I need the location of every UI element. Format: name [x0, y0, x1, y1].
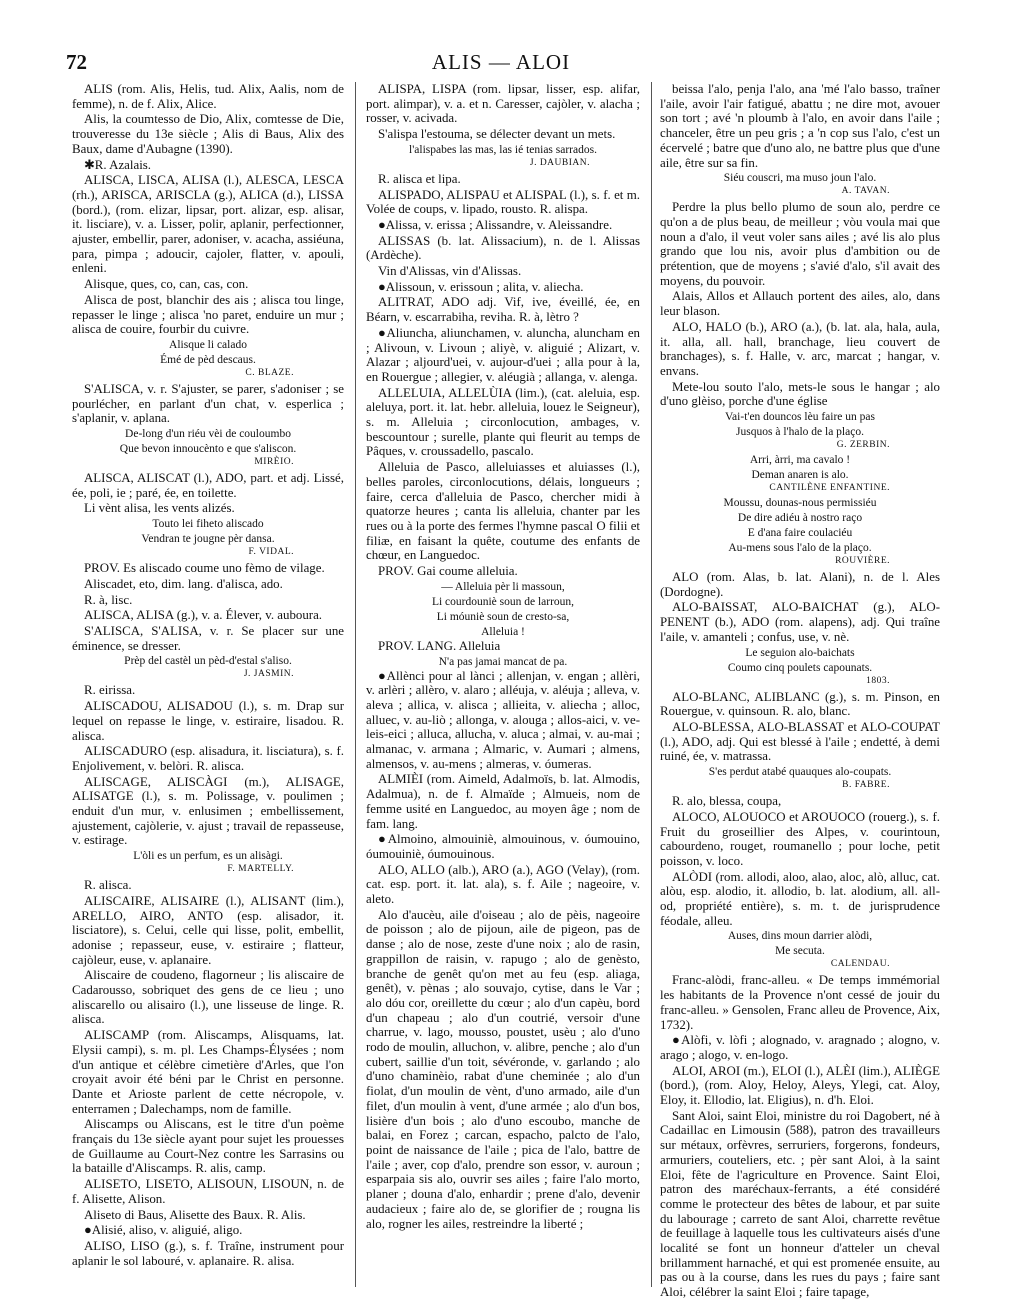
verse-line: Auses, dins moun darrier alòdi,	[727, 930, 873, 943]
dictionary-entry: ALISPADO, ALISPAU et ALISPAL (l.), s. f. et m. Volée de coups, v. lipado, rousto. R. alispa.	[366, 187, 640, 217]
dictionary-entry: Alleluia de Pasco, alleluiasses et aluiasses (l.), belles paroles, circonlocutions, délais, longueurs ; faire, cerca d'alleluia de Pasco, chercher midi à quatorze heures ; canta lis alleluia, chanter par les rues ou à la porte des fermes l'hymne pascal O filii et filiæ, en faisant la quête, coutume des enfants de chœur, en Languedoc.	[366, 460, 641, 563]
dictionary-entry: ALISCAGE, ALISCÀGI (m.), ALISAGE, ALISATGE (l.), s. m. Polissage, v. poulimen ; enduit d'un mur, v. enlusimen ; embellissement, ajustement, cajòlerie, v. ajust ; travail de repasseuse, v. estirage.	[72, 774, 344, 848]
dictionary-entry: ALISCADOU, ALISADOU (l.), s. m. Drap sur lequel on repasse le linge, v. estiraire, lisadou. R. alisca.	[72, 699, 344, 743]
dictionary-entry: ALO, ALLO (alb.), ARO (a.), AGO (Velay), (rom. cat. esp. port. it. lat. ala), s. f. Aile ; nageoire, v. aleto.	[366, 862, 640, 907]
dictionary-entry: ALISSAS (b. lat. Alissacium), n. de l. Alissas (Ardèche).	[366, 233, 640, 263]
column-divider	[355, 82, 356, 1287]
dictionary-entry: ●Alisié, aliso, v. aliguié, aligo.	[84, 1223, 243, 1238]
dictionary-entry: ●Almoino, almouiniè, almouinous, v. óumouino, óumouiniè, óumouinous.	[366, 832, 640, 861]
dictionary-entry: ALLELUIA, ALLELÙIA (lim.), (cat. aleluia, esp. aleluya, port. it. lat. hebr. alleluia, louez le Seigneur), s. m. Alleluia ; circonlocution, ambages, v. bescountour ; surelle, plante qui fleurit au temps de Pâques, v. croussadello, pascalo.	[366, 385, 640, 459]
dictionary-entry: beissa l'alo, penja l'alo, ana 'mé l'alo basso, traîner l'aile, avoir l'air fatigué, abattu ; ne dire mot, avouer son tort ; avé 'n ploumb à l'alo, en avoir dans l'aile ; chanceler, être un peu gris ; a 'n cop sus l'alo, c'est un écervelé ; batre que d'uno alo, ne battre plus que d'une aile, être sur sa fin.	[660, 82, 940, 170]
verse-line: Que bevon innoucènto e que s'aliscon.	[119, 443, 297, 456]
verse-line: S'es perdut atabé quauques alo-coupats.	[708, 766, 892, 779]
dictionary-entry: ALÒDI (rom. allodi, aloo, alao, aloc, alò, alluc, cat. alòu, esp. alodio, it. allodio, b. lat. alodium, all. all-od, propriété entière), s. m. t. de jurisprudence féodale, alleu.	[660, 869, 940, 928]
dictionary-entry: Li vènt alisa, les vents alizés.	[84, 501, 235, 516]
dictionary-entry: ALISCAMP (rom. Aliscamps, Alisquams, lat. Elysii campi), s. m. pl. Les Champs-Élysées ; nom d'un antique et célèbre cimetière d'Arles, que l'on croyait avoir été béni par le Christ en personne. Dante et Arioste parlent de cette nécropole, v. enterramen ; Dalechamps, nom de famille.	[72, 1028, 344, 1116]
dictionary-entry: ALISCA, LISCA, ALISA (l.), ALESCA, LESCA (rh.), ARISCA, ARISCLA (g.), ALICA (d.), LISSA (bord.), (rom. elizar, lipsar, port. alizar, esp. alisar, it. lisciare), v. a. Lisser, polir, aplanir, perfectionner, ajuster, embellir, parer, adoniser, v. acacha, assiéuna, para, pimpa ; adoucir, cajoler, flatter, v. apouli, enleni.	[72, 173, 344, 276]
verse-line: Au-mens sous l'alo de la plaço.	[728, 542, 872, 555]
verse-line: Prèp del castèl un pèd-d'estal s'aliso.	[124, 655, 292, 668]
dictionary-entry: ALISPA, LISPA (rom. lipsar, lisser, esp. alifar, port. alimpar), v. a. et n. Caresser, cajòler, v. alacha ; rosser, v. acivada.	[366, 82, 640, 126]
citation-author: G. ZERBIN.	[836, 440, 890, 451]
dictionary-entry: ALISCADURO (esp. alisadura, it. lisciatura), s. f. Enjolivement, v. belòri. R. alisca.	[72, 744, 344, 773]
running-head: ALIS — ALOI	[431, 50, 571, 74]
citation-author: F. MARTELLY.	[227, 864, 294, 875]
dictionary-entry: ALO-BLESSA, ALO-BLASSAT et ALO-COUPAT (l.), ADO, adj. Qui est blessé à l'aile ; endetté, à demi ruiné, ée, v. matrassa.	[660, 719, 940, 764]
verse-line: L'òli es un perfum, es un alisàgi.	[133, 850, 283, 863]
verse-line: N'a pas jamai mancat de pa.	[438, 655, 568, 668]
dictionary-entry: ALO (rom. Alas, b. lat. Alani), n. de l. Ales (Dordogne).	[660, 570, 940, 599]
citation-author: CALENDAU.	[830, 959, 890, 970]
column-middle	[366, 82, 640, 1287]
dictionary-entry: S'alispa l'estouma, se délecter devant un mets.	[378, 127, 616, 142]
dictionary-entry: ALO-BLANC, ALIBLANC (g.), s. m. Pinson, en Rouergue, v. quinsoun. R. alo, blanc.	[660, 689, 940, 719]
verse-line: Vai-t'en douncos lèu faire un pas	[725, 411, 875, 424]
dictionary-entry: Alo d'aucèu, aile d'oiseau ; alo de pèis, nageoire de poisson ; alo de pijoun, aile de pigeon, pas de danse ; alo de nose, zeste d'une noix ; alo de rasin, grappillon de raisin, v. rapugo ; alo de genèsto, branche de genêt qu'on met au feu (esp. aliaga, genêt), v. pènas ; alo souvajo, cytise, dans le Var ; alo dóu cor, oreillette du cœur ; alo d'un capèu, bord d'un chapeau ; alo d'un coutrié, versoir d'une charrue, v. lago, mousso, poustet, usèu ; alo d'uno rodo de moulin, alluchon, v. alibre, penche ; alo d'un cubert, saillie d'un toit, sévéronde, v. garlando ; alo d'uno chaminèio, rabat d'une cheminée ; alo d'un fiolat, d'un moulin de vènt, d'uno armado, aile d'un filet, d'un moulin à vent, d'une armée ; alo d'un bos, lisière d'un bois ; alo d'uno escoubo, manche de balai, en Forez ; carcan, espacho, palcto de l'alo, point de naissance de l'aile ; pica de l'alo, battre de l'aile ; aver, cop d'alo, prendre son essor, v. auroun ; esparpaia sis alo, ouvrir ses ailes ; faire l'alo morto, planer ; douna d'alo, enhardir ; prene d'alo, devenir audacieux ; faire alo de, se glorifier de ; rougna lis alo, rogner les ailes, restreindre la liberté ;	[366, 907, 640, 1231]
dictionary-entry: ●Alòfi, v. lòfi ; alognado, v. aragnado ; alogno, v. arago ; alogo, v. en-logo.	[660, 1033, 940, 1062]
dictionary-entry: ALMIÈI (rom. Aimeld, Adalmoïs, b. lat. Almodis, Adalmua), n. de f. Almaïde ; Almueis, nom de femme usité en Languedoc, au moyen âge ; nom de fam. lang.	[366, 772, 640, 831]
dictionary-entry: R. alisca.	[84, 878, 132, 893]
dictionary-entry: ALOI, AROI (m.), ELOI (l.), ALÈI (lim.), ALIÈGE (bord.), (rom. Aloy, Heloy, Aleys, Ylegi, cat. Aloy, Eloy, it. Ellodio, lat. Eligius), n. d'h. Eloi.	[660, 1063, 940, 1108]
citation-author: 1803.	[866, 675, 890, 686]
citation-author: C. BLAZE.	[245, 367, 294, 378]
column-right	[660, 82, 940, 1300]
dictionary-entry: S'ALISCA, v. r. S'ajuster, se parer, s'adoniser ; se pourlécher, en parlant d'un chat, v. esperlica ; s'aplanir, v. aplana.	[72, 381, 344, 426]
dictionary-entry: R. eirissa.	[84, 683, 136, 698]
dictionary-entry: Aliscadet, eto, dim. lang. d'alisca, ado.	[84, 576, 283, 591]
dictionary-entry: ●Alissa, v. erissa ; Alissandre, v. Aleissandre.	[378, 217, 613, 232]
verse-line: l'alispabes las mas, las ié tenias sarrados.	[409, 143, 597, 156]
dictionary-entry: R. alisca et lipa.	[378, 171, 461, 186]
citation-author: A. TAVAN.	[841, 186, 890, 197]
dictionary-entry: ALO-BAISSAT, ALO-BAICHAT (g.), ALO-PENENT (b.), ADO (rom. alapens), adj. Qui traîne l'aile, v. amanteli ; confus, use, v. nè.	[660, 600, 940, 644]
dictionary-entry: Aliscamps ou Aliscans, est le titre d'un poème français du 13e siècle ayant pour sujet les prouesses de Guillaume au Court-Nez contre les Sarrasins ou la bataille d'Aliscamps. R. alis, camp.	[72, 1117, 344, 1176]
dictionary-entry: PROV. Es aliscado coume uno fèmo de vilage.	[84, 561, 325, 576]
dictionary-entry: ALISETO, LISETO, ALISOUN, LISOUN, n. de f. Alisette, Alison.	[72, 1177, 344, 1206]
dictionary-entry: ALISCA, ALISCAT (l.), ADO, part. et adj. Lissé, ée, poli, ie ; paré, ée, en toilette.	[72, 471, 344, 500]
verse-line: Deman anaren is alo.	[751, 469, 849, 482]
dictionary-entry: ●Alissoun, v. erissoun ; alita, v. aliecha.	[378, 279, 584, 294]
dictionary-entry: S'ALISCA, S'ALISA, v. r. Se placer sur une éminence, se dresser.	[72, 623, 344, 653]
verse-line: Siéu couscri, ma muso joun l'alo.	[723, 172, 877, 185]
dictionary-entry: R. alo, blessa, coupa,	[672, 794, 782, 809]
verse-line: Li móuniè soun de cresto-sa,	[436, 610, 570, 623]
verse-line: De-long d'un riéu vèi de couloumbo	[125, 428, 291, 441]
dictionary-entry: ●Allènci pour al lànci ; allenjan, v. engan ; allèri, v. arlèri ; allèro, v. alaro ; alléuja, v. aléuja ; alleva, v. aleva ; allica, v. alisca ; allieita, v. aliecha ; alloc, alluec, v. au-liò ; allonga, v. alouga ; allos-aici, v. ve-leis-eici ; alluca, allucha, v. aluca ; almai, v. au-mai ; almanac, v. armana ; Almaric, v. Aumari ; almens, almensos, v. au-mens ; almeras, v. óumeras.	[366, 668, 640, 771]
dictionary-entry: Sant Aloi, saint Eloi, ministre du roi Dagobert, né à Cadaillac en Limousin (588), patron des travailleurs sur métaux, orfèvres, serruriers, forgerons, fondeurs, armuriers, couteliers, etc. ; pèr sant Aloi, à la saint Eloi, fête de l'agriculture en Provence. Saint Eloi, patron des maréchaux-ferrants, a été considéré comme le protecteur des bêtes de labour, et par suite du labourage ; carreto de sant Aloi, charrette revêtue de feuillage à laquelle tous les cultivateurs aisés d'une localité se font un honneur d'atteler un cheval brillamment harnaché, et qui est promenée ensuite, au pas ou à la course, dans les rues du pays ; faire sant Aloi, célébrer la saint Eloi ; faire tapage,	[660, 1108, 940, 1300]
verse-line: Me secuta.	[775, 945, 825, 958]
verse-line: De dire adiéu à nostro raço	[737, 512, 863, 525]
dictionary-entry: Franc-alòdi, franc-alleu. « De temps immémorial les habitants de la Provence n'ont cessé de jouir du franc-alleu. » Gensolen, Franc alleu de Provence, Aix, 1732).	[660, 973, 940, 1032]
column-left	[72, 82, 344, 1287]
dictionary-entry: ALISCAIRE, ALISAIRE (l.), ALISANT (lim.), ARELLO, AIRO, ANTO (esp. alisador, it. lisciatore), s. Celui, celle qui lisse, polit, embellit, adonise ; repasseur, euse, v. estiraire ; flatteur, cajòleur, euse, v. aplanaire.	[72, 893, 344, 967]
citation-author: J. DAUBIAN.	[529, 157, 590, 168]
page-header	[66, 50, 936, 78]
dictionary-entry: PROV. Gai coume alleluia.	[378, 564, 518, 579]
verse-line: Touto lei fiheto aliscado	[152, 518, 264, 531]
verse-line: Jusquos à l'halo de la plaço.	[736, 426, 864, 439]
dictionary-entry: Vin d'Alissas, vin d'Alissas.	[378, 264, 522, 279]
dictionary-entry: Aliscaire de coudeno, flagorneur ; lis aliscaire de Cadarousso, sobriquet des gens de ce lieu ; uno aliscarello ou alisairo (l.), une lisseuse de linge. R. alisca.	[72, 968, 344, 1027]
dictionary-entry: Alisca de post, blanchir des ais ; alisca tou linge, repasser le linge ; alisca 'no paret, enduire un mur ; alisca de couire, fourbir du cuivre.	[72, 292, 344, 337]
dictionary-entry: ●Aliuncha, aliunchamen, v. aluncha, aluncham en ; Alivoun, v. Livoun ; aliyè, v. aliguié ; Alizart, v. Alazar ; aljourd'uei, v. aujour-d'uei ; alla pour à la, en Rouergue ; allegier, v. aléugià ; allanga, v. alenga.	[366, 325, 640, 384]
verse-line: Li courdouniè soun de larroun,	[431, 595, 575, 608]
dictionary-entry: Alisque, ques, co, can, cas, con.	[84, 277, 249, 292]
citation-author: B. FABRE.	[842, 780, 890, 791]
dictionary-entry: ✱R. Azalais.	[84, 157, 152, 172]
dictionary-entry: ALITRAT, ADO adj. Vif, ive, éveillé, ée, en Béarn, v. escarrabiha, reviha. R. à, lètro ?	[366, 295, 640, 325]
citation-author: CANTILÈNE ENFANTINE.	[769, 483, 890, 494]
citation-author: F. VIDAL.	[248, 547, 294, 558]
verse-line: Le seguion alo-baichats	[745, 646, 855, 659]
dictionary-entry: ALIS (rom. Alis, Helis, tud. Alix, Aalis, nom de femme), n. de f. Alix, Alice.	[72, 82, 344, 111]
verse-line: E d'ana faire coulaciéu	[747, 527, 853, 540]
column-divider	[651, 82, 652, 1287]
dictionary-entry: Alais, Allos et Allauch portent des ailes, alo, dans leur blason.	[660, 289, 940, 319]
dictionary-entry: Aliseto di Baus, Alisette des Baux. R. Alis.	[84, 1207, 306, 1222]
dictionary-entry: Perdre la plus bello plumo de soun alo, perdre ce qu'on a de plus beau, de meilleur ; vòu voula mai que noun a d'alo, il veut voler sans ailes ; avé lis alo plus grando que lou nis, avoir plus d'ambition ou de prétention, que de moyens ; s'avié d'alo, s'il avait des moyens, du pouvoir.	[660, 200, 940, 288]
citation-author: ROUVIÈRE.	[835, 556, 890, 567]
dictionary-entry: R. à, lisc.	[84, 592, 133, 607]
page-number: 72	[66, 50, 87, 74]
citation-author: J. JASMIN.	[243, 669, 294, 680]
dictionary-entry: ALO, HALO (b.), ARO (a.), (b. lat. ala, hala, aula, it. alla, all. hall, branchage, lieu couvert de branchages), s. f. Halle, v. arc, marcat ; hangar, v. envans.	[660, 319, 940, 378]
dictionary-entry: PROV. LANG. Alleluia	[378, 638, 501, 653]
dictionary-entry: Mete-lou souto l'alo, mets-le sous le hangar ; alo d'uno glèiso, porche d'une église	[660, 379, 940, 409]
dictionary-entry: Alis, la coumtesso de Dio, Alix, comtesse de Die, trouveresse du 13e siècle ; Alis di Baus, Alix des Baux, dame d'Aubagne (1390).	[72, 112, 344, 156]
dictionary-entry: ALISO, LISO (g.), s. f. Traîne, instrument pour aplanir le sol labouré, v. aplanaire. R. alisa.	[72, 1239, 344, 1268]
verse-line: Vendran te jougne pèr dansa.	[141, 533, 275, 546]
verse-line: Alleluia !	[481, 625, 525, 638]
dictionary-entry: ALOCO, ALOUOCO et AROUOCO (rouerg.), s. f. Fruit du groseillier des Alpes, v. courintoun, cabourdeno, rouget, roumanello ; pour loche, petit poisson, v. loco.	[660, 809, 940, 868]
dictionary-entry: ALISCA, ALISA (g.), v. a. Élever, v. auboura.	[84, 608, 323, 623]
verse-line: Alisque li calado	[169, 338, 247, 351]
verse-line: — Alleluia pèr li massoun,	[441, 580, 565, 593]
verse-line: Émé de pèd descaus.	[160, 353, 256, 366]
verse-line: Coumo cinq poulets capounats.	[727, 661, 873, 674]
verse-line: Arri, àrri, ma cavalo !	[749, 454, 851, 467]
verse-line: Moussu, dounas-nous permissiéu	[723, 497, 877, 510]
citation-author: MIRÈIO.	[254, 457, 294, 468]
